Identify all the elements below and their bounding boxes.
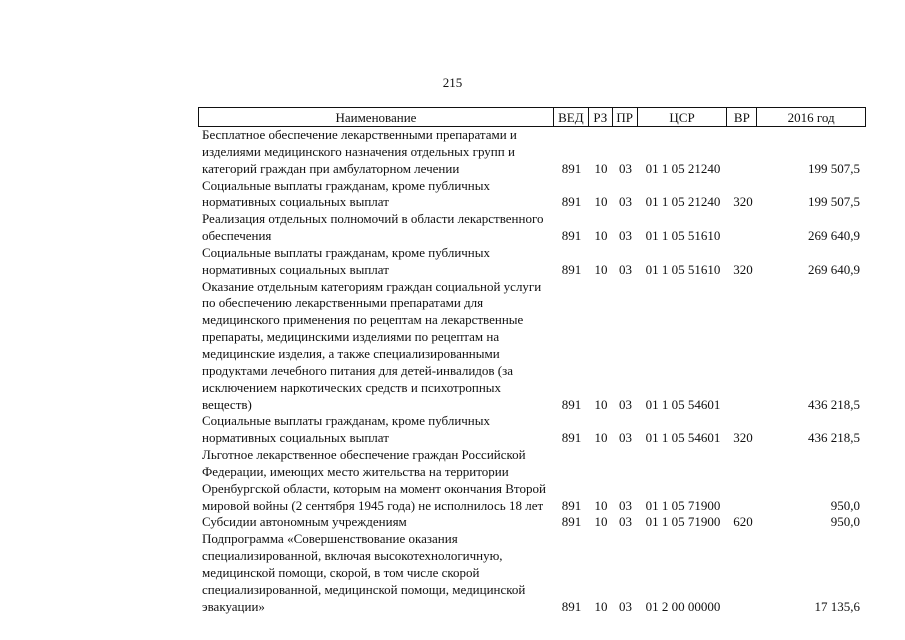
cell-sum: 199 507,5 <box>808 160 860 176</box>
cell-ved: 891 <box>561 194 582 210</box>
cell-pr: 03 <box>619 261 632 277</box>
cell-pr: 03 <box>619 396 632 412</box>
cell-name: Субсидии автономным учреждениям <box>202 514 407 530</box>
cell-sum: 269 640,9 <box>808 261 860 277</box>
page-number: 215 <box>442 75 463 90</box>
cell-name: Социальные выплаты гражданам, кроме публичных нормативных социальных выплат <box>202 244 490 277</box>
cell-ved: 891 <box>561 598 582 614</box>
cell-rz: 10 <box>594 228 608 244</box>
cell-ved: 891 <box>561 430 582 446</box>
table-row <box>198 178 866 212</box>
cell-pr: 03 <box>619 514 632 530</box>
table-header <box>198 107 866 127</box>
cell-rz: 10 <box>594 497 608 513</box>
cell-pr: 03 <box>619 194 632 210</box>
cell-vr: 320 <box>733 430 753 446</box>
cell-name: Социальные выплаты гражданам, кроме публичных нормативных социальных выплат <box>202 177 490 210</box>
cell-sum: 436 218,5 <box>808 430 860 446</box>
cell-rz: 10 <box>594 194 608 210</box>
cell-name: Оказание отдельным категориям граждан социальной услуги по обеспечению лекарственными препаратами для медицинского применения по рецептам на лекарственные препараты, медицинскими изделиями по рецептам на медицинские изделия, а также специализированными продуктами лечебного питания для детей-инвалидов (за исключением наркотических средств и психотропных веществ) <box>202 278 542 412</box>
cell-csr: 01 1 05 21240 <box>645 160 721 176</box>
cell-pr: 03 <box>619 598 632 614</box>
cell-rz: 10 <box>594 514 608 530</box>
cell-pr: 03 <box>619 228 632 244</box>
cell-rz: 10 <box>594 160 608 176</box>
table-row <box>198 514 866 531</box>
cell-csr: 01 1 05 21240 <box>645 194 721 210</box>
table-body <box>198 127 866 615</box>
cell-name: Подпрограмма «Совершенствование оказания специализированной, включая высокотехнологичную, медицинской помощи, скорой, в том числе скорой специализированной, медицинской помощи, медицинской эвакуации» <box>202 531 526 614</box>
cell-pr: 03 <box>619 497 632 513</box>
budget-table <box>198 107 866 615</box>
cell-name: Реализация отдельных полномочий в области лекарственного обеспечения <box>202 211 544 244</box>
cell-sum: 950,0 <box>830 497 860 513</box>
cell-name: Бесплатное обеспечение лекарственными препаратами и изделиями медицинского назначения отдельных групп и категорий граждан при амбулаторном лечении <box>202 127 517 176</box>
table-row <box>198 127 866 178</box>
cell-sum: 199 507,5 <box>808 194 860 210</box>
table-row <box>198 279 866 414</box>
cell-vr: 320 <box>733 261 753 277</box>
cell-name: Социальные выплаты гражданам, кроме публичных нормативных социальных выплат <box>202 413 490 446</box>
header-sum: 2016 год <box>787 110 835 125</box>
cell-rz: 10 <box>594 261 608 277</box>
cell-csr: 01 1 05 51610 <box>645 261 721 277</box>
cell-ved: 891 <box>561 228 582 244</box>
cell-rz: 10 <box>594 430 608 446</box>
cell-vr: 320 <box>733 194 753 210</box>
table-row <box>198 245 866 279</box>
cell-ved: 891 <box>561 261 582 277</box>
cell-sum: 269 640,9 <box>808 228 860 244</box>
cell-sum: 17 135,6 <box>814 598 860 614</box>
cell-name: Льготное лекарственное обеспечение граждан Российской Федерации, имеющих место жительства на территории Оренбургской области, которым на момент окончания Второй мировой войны (2 сентября 1945 года) не исполнилось 18 лет <box>202 447 546 513</box>
header-pr: ПР <box>613 108 638 126</box>
table-row <box>198 531 866 615</box>
cell-sum: 950,0 <box>830 514 860 530</box>
cell-vr: 620 <box>733 514 753 530</box>
cell-ved: 891 <box>561 514 582 530</box>
cell-csr: 01 2 00 00000 <box>645 598 721 614</box>
header-ved: ВЕД <box>554 108 589 126</box>
cell-csr: 01 1 05 54601 <box>645 430 721 446</box>
cell-ved: 891 <box>561 396 582 412</box>
header-rz: РЗ <box>589 108 613 126</box>
cell-rz: 10 <box>594 396 608 412</box>
cell-csr: 01 1 05 54601 <box>645 396 721 412</box>
header-csr: ЦСР <box>638 108 728 126</box>
cell-csr: 01 1 05 71900 <box>645 514 721 530</box>
header-vr: ВР <box>727 108 757 126</box>
table-row <box>198 447 866 514</box>
header-name: Наименование <box>199 108 554 126</box>
cell-pr: 03 <box>619 160 632 176</box>
table-row <box>198 211 866 245</box>
cell-pr: 03 <box>619 430 632 446</box>
table-row <box>198 413 866 447</box>
cell-csr: 01 1 05 51610 <box>645 228 721 244</box>
cell-sum: 436 218,5 <box>808 396 860 412</box>
cell-ved: 891 <box>561 497 582 513</box>
cell-ved: 891 <box>561 160 582 176</box>
cell-csr: 01 1 05 71900 <box>645 497 721 513</box>
cell-rz: 10 <box>594 598 608 614</box>
